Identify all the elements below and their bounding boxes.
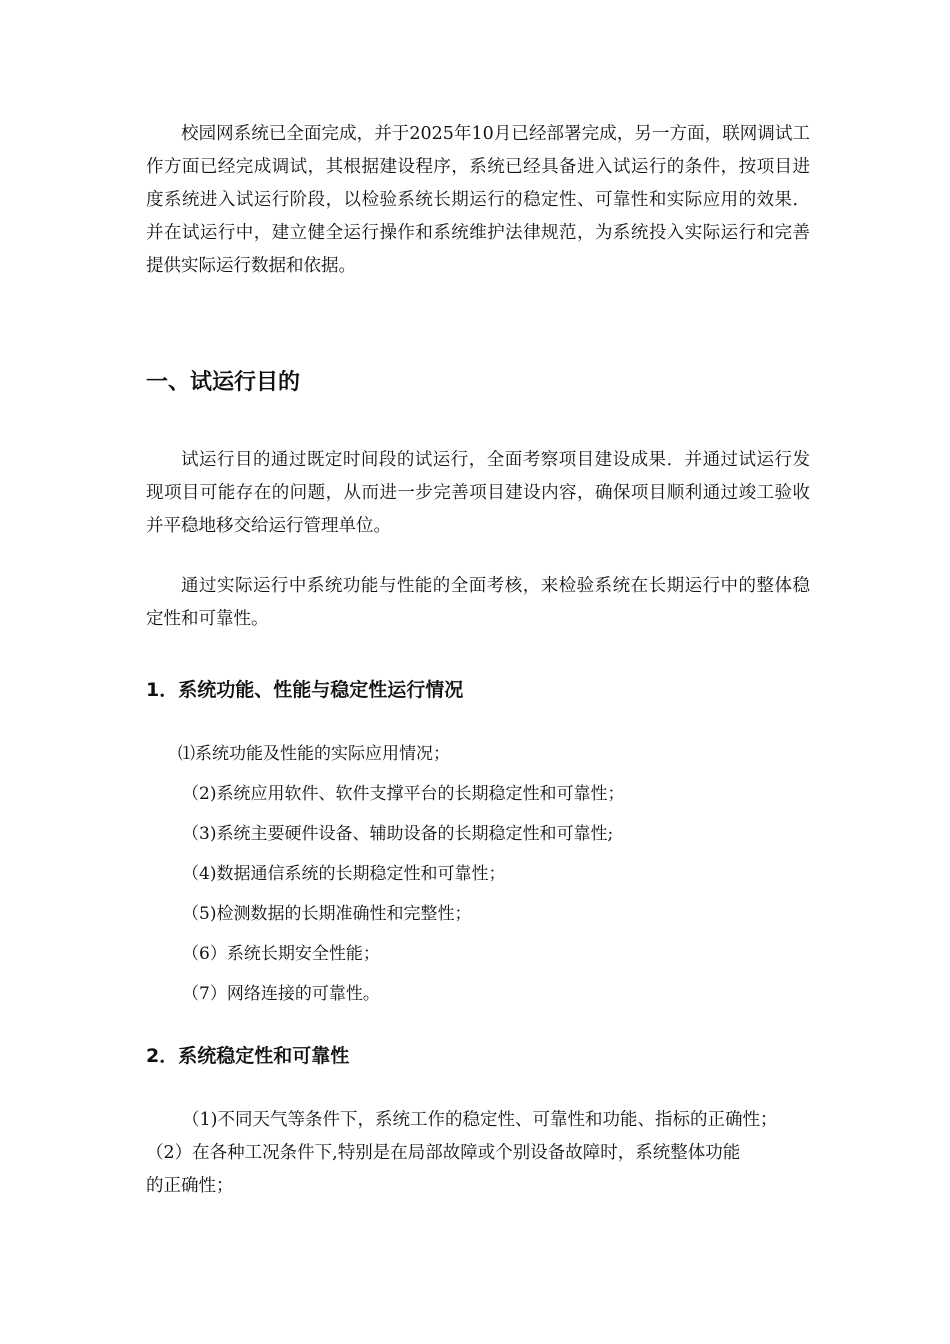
list-item: （6）系统长期安全性能； <box>182 944 380 964</box>
subsection-heading-function: 1．系统功能、性能与稳定性运行情况 <box>146 679 464 701</box>
list-item: ⑴系统功能及性能的实际应用情况； <box>178 744 450 764</box>
stability-line-2: （2）在各种工况条件下,特别是在局部故障或个别设备故障时，系统整体功能 <box>146 1143 741 1163</box>
list-item: （2)系统应用软件、软件支撑平台的长期稳定性和可靠性； <box>182 784 625 804</box>
stability-line-1: （1)不同天气等条件下，系统工作的稳定性、可靠性和功能、指标的正确性； <box>182 1110 778 1130</box>
list-item: （5)检测数据的长期准确性和完整性； <box>182 904 472 924</box>
function-criteria-list <box>178 734 818 1014</box>
list-item: （7）网络连接的可靠性。 <box>182 984 380 1004</box>
purpose-paragraph-2: 通过实际运行中系统功能与性能的全面考核，来检验系统在长期运行中的整体稳定性和可靠性。 <box>146 576 810 629</box>
stability-line-3: 的正确性； <box>146 1176 234 1196</box>
purpose-paragraph-1: 试运行目的通过既定时间段的试运行，全面考察项目建设成果．并通过试运行发现项目可能存在的问题，从而进一步完善项目建设内容，确保项目顺利通过竣工验收并平稳地移交给运行管理单位。 <box>146 450 810 536</box>
list-item: （4)数据通信系统的长期稳定性和可靠性； <box>182 864 506 884</box>
list-item: （3)系统主要硬件设备、辅助设备的长期稳定性和可靠性; <box>182 824 614 844</box>
intro-paragraph: 校园网系统已全面完成，并于2025年10月已经部署完成，另一方面，联网调试工作方面已经完成调试，其根据建设程序，系统已经具备进入试运行的条件，按项目进度系统进入试运行阶段，以检验系统长期运行的稳定性、可靠性和实际应用的效果．并在试运行中，建立健全运行操作和系统维护法律规范，为系统投入实际运行和完善提供实际运行数据和依据。 <box>146 124 810 276</box>
subsection-heading-stability: 2．系统稳定性和可靠性 <box>146 1045 350 1067</box>
section-heading-purpose: 一、试运行目的 <box>146 370 301 395</box>
